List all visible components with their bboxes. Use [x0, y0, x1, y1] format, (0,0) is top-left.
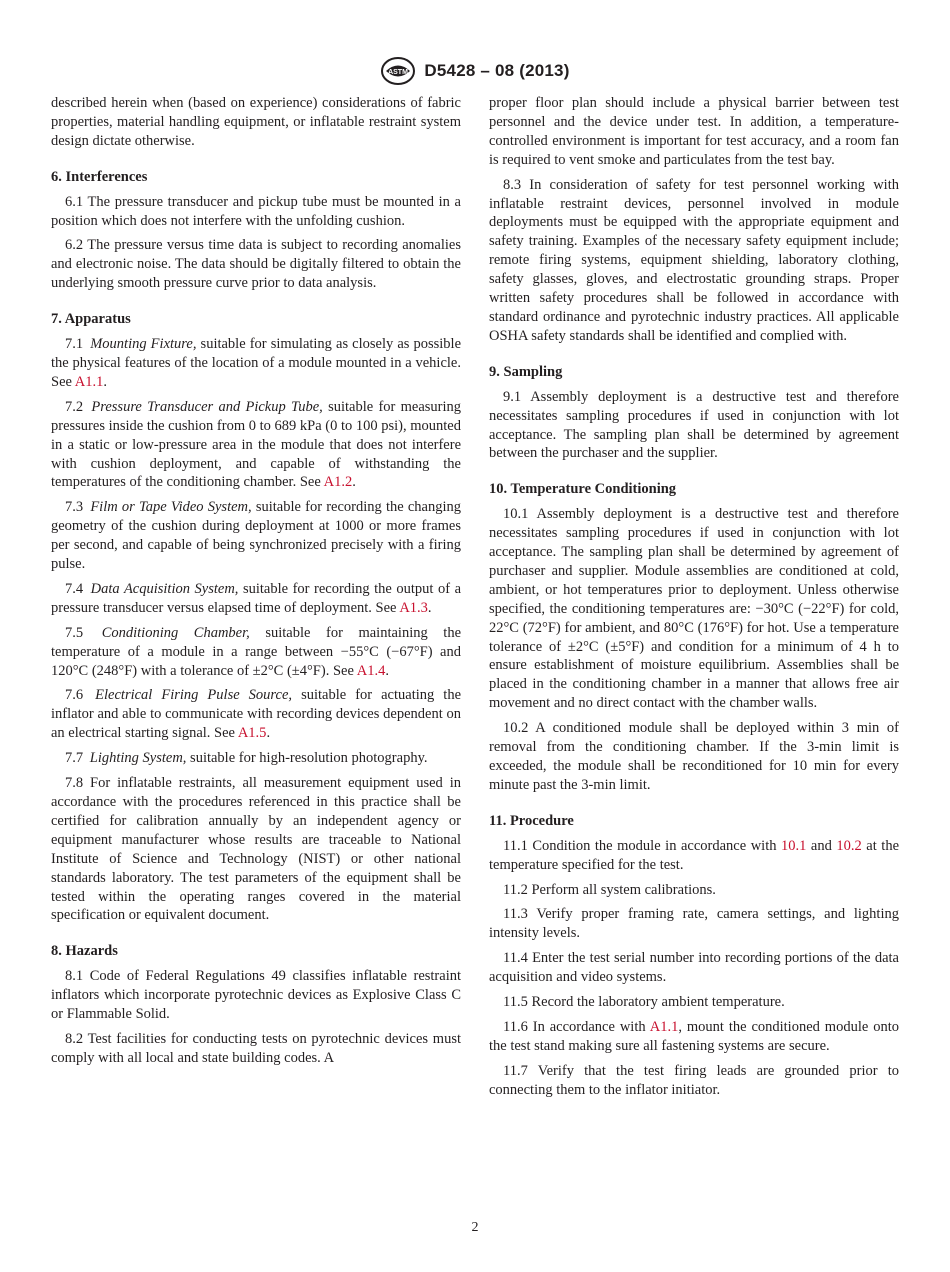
intro-paragraph: described herein when (based on experience) considerations of fabric properties, material handling equipment, or inflatable restraint system design dictate otherwise. — [51, 95, 461, 149]
ref-link[interactable]: A1.2 — [323, 474, 353, 491]
ref-link[interactable]: A1.1 — [74, 373, 104, 390]
paragraph-8-2: 8.2 Test facilities for conducting tests on pyrotechnic devices must comply with all local and state building codes. A — [51, 1030, 461, 1066]
paragraph-7-1: 7.1 Mounting Fixture, suitable for simulating as closely as possible the physical features of the location of a module mounted in a vehicle. See A1.1. — [51, 336, 462, 390]
paragraph-11-7: 11.7 Verify that the test firing leads are grounded prior to connecting them to the inflator initiator. — [489, 1062, 899, 1098]
paragraph-11-5: 11.5 Record the laboratory ambient temperature. — [503, 994, 785, 1011]
ref-link[interactable]: 10.1 — [781, 837, 807, 854]
section-11-heading: 11. Procedure — [489, 812, 574, 829]
ref-link[interactable]: 10.2 — [836, 837, 862, 854]
section-7-heading: 7. Apparatus — [51, 311, 131, 328]
left-column — [51, 94, 461, 1074]
paragraph-9-1: 9.1 Assembly deployment is a destructive test and therefore necessitates sampling procedures if used in conjunction with lot acceptance. The sampling plan shall be determined by agreement between the purchaser and the supplier. — [489, 388, 899, 462]
paragraph-11-1: 11.1 Condition the module in accordance with 10.1 and 10.2 at the temperature specified for the test. — [489, 837, 900, 873]
paragraph-7-5: 7.5 Conditioning Chamber, suitable for maintaining the temperature of a module in a range between −55°C (−67°F) and 120°C (248°F) with a tolerance of ±2°C (±4°F). See A1.4. — [51, 624, 462, 679]
paragraph-11-4: 11.4 Enter the test serial number into recording portions of the data acquisition and video systems. — [489, 950, 899, 986]
section-10-heading: 10. Temperature Conditioning — [489, 481, 677, 498]
ref-link[interactable]: A1.1 — [649, 1018, 679, 1035]
section-8-heading: 8. Hazards — [51, 943, 118, 960]
paragraph-6-2: 6.2 The pressure versus time data is subject to recording anomalies and electronic noise. The data should be digitally filtered to obtain the underlying smooth pressure curve prior to data analysis. — [51, 237, 461, 292]
paragraph-7-6: 7.6 Electrical Firing Pulse Source, suitable for actuating the inflator and able to communicate with recording devices dependent on an electrical starting signal. See A1.5. — [51, 687, 462, 742]
svg-text:ASTM: ASTM — [388, 69, 409, 76]
paragraph-7-4: 7.4 Data Acquisition System, suitable for recording the output of a pressure transducer versus elapsed time of deployment. See A1.3. — [51, 580, 462, 616]
paragraph-10-2: 10.2 A conditioned module shall be deployed within 3 min of removal from the conditioning chamber. If the 3-min limit is exceeded, the module shall be reconditioned for 10 min for every minute past the 3-min limit. — [489, 720, 899, 793]
document-id: D5428 – 08 (2013) — [424, 61, 570, 80]
paragraph-6-1: 6.1 The pressure transducer and pickup tube must be mounted in a position which does not interfere with the unfolding cushion. — [51, 193, 461, 229]
page-number: 2 — [471, 1220, 479, 1235]
paragraph-10-1: 10.1 Assembly deployment is a destructive test and therefore necessitates sampling procedures if used in conjunction with lot acceptance. The sampling plan shall be determined by agreement of purchaser and supplier. Module assemblies are conditioned at cold, ambient, or hot temperatures prior to deployment. Unless otherwise specified, the conditioning temperatures are: −30°C (−22°F) for cold, 22°C (72°F) for ambient, and 80°C (176°F) for hot. Use a temperature tolerance of ±2°C (±5°F) and condition for a minimum of 4 h to ensure establishment of moisture equilibrium. Assemblies shall be placed in the conditioning chamber in a manner that allows free air movement and no direct contact with the chamber walls. — [489, 506, 899, 712]
paragraph-7-3: 7.3 Film or Tape Video System, suitable for recording the changing geometry of the cushion during deployment at 1000 or more frames per second, and capable of being synchronized precisely with a firing pulse. — [51, 499, 461, 573]
paragraph-8-1: 8.1 Code of Federal Regulations 49 classifies inflatable restraint inflators which incorporate pyrotechnic devices as Explosive Class C or Flammable Solid. — [51, 968, 461, 1023]
astm-logo-icon — [380, 56, 416, 86]
ref-link[interactable]: A1.3 — [399, 599, 428, 616]
paragraph-8-2-continued: proper floor plan should include a physical barrier between test personnel and the device under test. In addition, a temperature-controlled environment is important for test accuracy, and a room fan is required to vent smoke and particulates from the test bay. — [489, 95, 899, 168]
paragraph-11-3: 11.3 Verify proper framing rate, camera settings, and lighting intensity levels. — [489, 906, 899, 942]
paragraph-11-6: 11.6 In accordance with A1.1, mount the conditioned module onto the test stand making sure all fastening systems are secure. — [489, 1018, 899, 1054]
ref-link[interactable]: A1.5 — [237, 725, 267, 742]
section-9-heading: 9. Sampling — [489, 363, 563, 380]
paragraph-7-7: 7.7 Lighting System, suitable for high-resolution photography. — [65, 750, 428, 767]
section-6-heading: 6. Interferences — [51, 168, 148, 185]
paragraph-8-3: 8.3 In consideration of safety for test personnel working with inflatable restraint devices, personnel involved in module deployments must be equipped with the appropriate equipment and safety training. Examples of the necessary safety equipment include; remote firing systems, equipment shielding, laboratory clothing, safety glasses, gloves, and electrostatic grounding straps. Proper written safety procedures shall be followed in accordance with standard ordinance and pyrotechnic industry practices. All applicable OSHA safety standards shall be identified and complied with. — [489, 176, 899, 344]
page-header — [0, 56, 950, 86]
paragraph-7-8: 7.8 For inflatable restraints, all measurement equipment used in accordance with the procedures referenced in this practice shall be certified for calibration annually by an independent agency or equipment manufacturer whose results are traceable to National Institute of Science and Technology (NIST) or other national standards laboratory. The test parameters of the equipment shall be tested within the operating ranges covered in the material specification or equivalent document. — [51, 775, 461, 924]
paragraph-7-2: 7.2 Pressure Transducer and Pickup Tube, suitable for measuring pressures inside the cushion from 0 to 689 kPa (0 to 100 psi), mounted in a static or low-pressure area in the module that does not interfere with cushion deployment, and capable of withstanding the temperatures of the conditioning chamber. See A1.2. — [51, 398, 462, 491]
paragraph-11-2: 11.2 Perform all system calibrations. — [503, 881, 716, 898]
ref-link[interactable]: A1.4 — [356, 662, 386, 679]
right-column — [489, 94, 899, 1106]
